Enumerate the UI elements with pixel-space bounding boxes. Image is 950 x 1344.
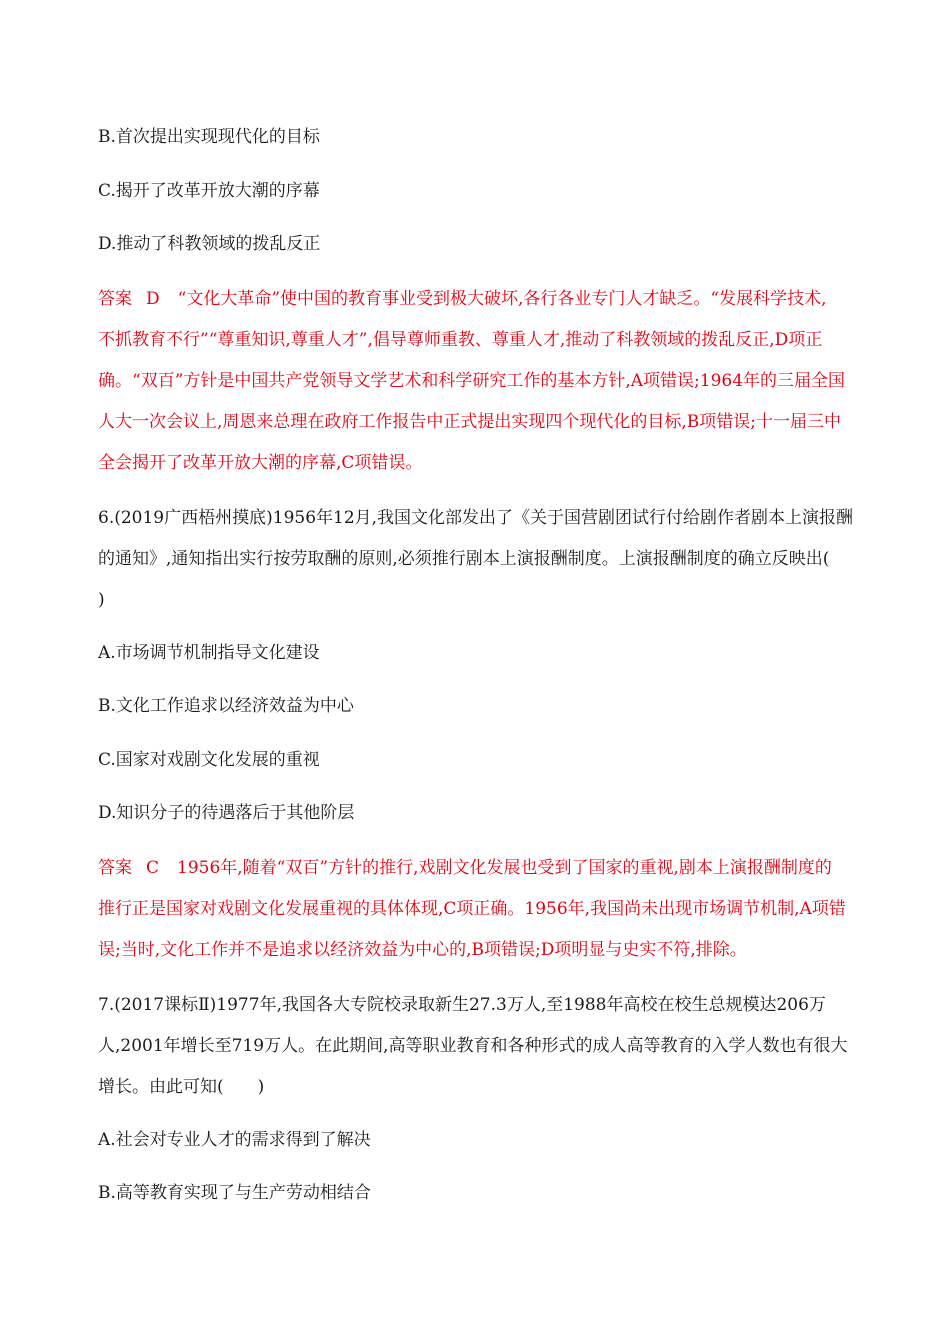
answer-text: “文化大革命”使中国的教育事业受到极大破坏,各行各业专门人才缺乏。“发展科学技术, bbox=[177, 289, 827, 309]
q6-option-d: D.知识分子的待遇落后于其他阶层 bbox=[98, 803, 355, 823]
q7-option-b: B.高等教育实现了与生产劳动相结合 bbox=[98, 1183, 371, 1203]
q6-stem-line-3: ) bbox=[98, 590, 105, 610]
q6-option-c: C.国家对戏剧文化发展的重视 bbox=[98, 750, 320, 770]
q5-option-c: C.揭开了改革开放大潮的序幕 bbox=[98, 181, 320, 201]
q5-answer-line-3: 确。“双百”方针是中国共产党领导文学艺术和科学研究工作的基本方针,A项错误;1964年的三届全国 bbox=[98, 371, 846, 391]
q6-option-b: B.文化工作追求以经济效益为中心 bbox=[98, 696, 354, 716]
answer-tag: 答案 bbox=[98, 289, 132, 309]
q6-answer-line-1 bbox=[98, 856, 858, 880]
answer-letter: C bbox=[146, 858, 160, 878]
q5-answer-line-1 bbox=[98, 287, 858, 311]
q7-stem-line-1: 7.(2017课标Ⅱ)1977年,我国各大专院校录取新生27.3万人,至1988年高校在校生总规模达206万 bbox=[98, 995, 826, 1015]
q5-answer-line-2: 不抓教育不行”“尊重知识,尊重人才”,倡导尊师重教、尊重人才,推动了科教领域的拨乱反正,D项正 bbox=[98, 330, 823, 350]
q6-option-a: A.市场调节机制指导文化建设 bbox=[98, 643, 320, 663]
q7-stem-line-2: 人,2001年增长至719万人。在此期间,高等职业教育和各种形式的成人高等教育的入学人数也有很大 bbox=[98, 1036, 848, 1056]
q5-answer-line-4: 人大一次会议上,周恩来总理在政府工作报告中正式提出实现四个现代化的目标,B项错误;十一届三中 bbox=[98, 412, 842, 432]
q6-stem-line-2: 的通知》,通知指出实行按劳取酬的原则,必须推行剧本上演报酬制度。上演报酬制度的确立反映出( bbox=[98, 549, 830, 569]
answer-text: 1956年,随着“双百”方针的推行,戏剧文化发展也受到了国家的重视,剧本上演报酬制度的 bbox=[177, 858, 832, 878]
q7-option-a: A.社会对专业人才的需求得到了解决 bbox=[98, 1130, 371, 1150]
q6-stem-line-1: 6.(2019广西梧州摸底)1956年12月,我国文化部发出了《关于国营剧团试行付给剧作者剧本上演报酬 bbox=[98, 508, 854, 528]
answer-letter: D bbox=[146, 289, 160, 309]
q5-option-b: B.首次提出实现现代化的目标 bbox=[98, 127, 320, 147]
q7-stem-line-3: 增长。由此可知( ) bbox=[98, 1077, 265, 1097]
q5-answer-line-5: 全会揭开了改革开放大潮的序幕,C项错误。 bbox=[98, 453, 423, 473]
q6-answer-line-3: 误;当时,文化工作并不是追求以经济效益为中心的,B项错误;D项明显与史实不符,排除。 bbox=[98, 940, 747, 960]
q5-option-d: D.推动了科教领域的拨乱反正 bbox=[98, 234, 321, 254]
q6-answer-line-2: 推行正是国家对戏剧文化发展重视的具体体现,C项正确。1956年,我国尚未出现市场调节机制,A项错 bbox=[98, 899, 846, 919]
answer-tag: 答案 bbox=[98, 858, 132, 878]
